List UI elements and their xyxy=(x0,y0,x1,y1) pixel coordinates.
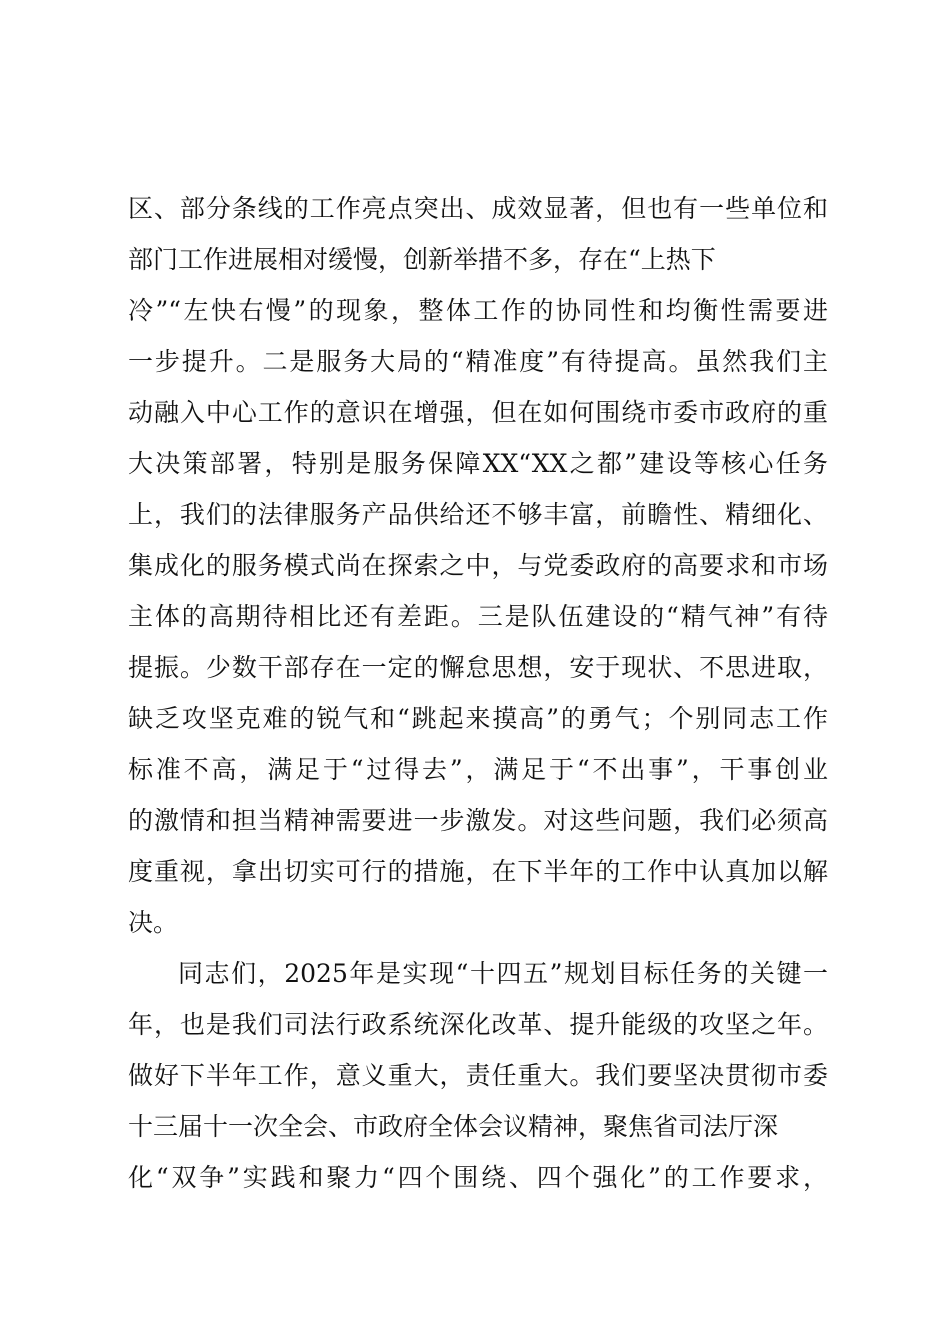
text-line: 决。 xyxy=(128,908,179,937)
text-line: 部门工作进展相对缓慢，创新举措不多，存在“上热下 xyxy=(128,245,716,274)
text-line: 提振。少数干部存在一定的懈怠思想，安于现状、不思进取， xyxy=(128,653,828,682)
text-line: 年，也是我们司法行政系统深化改革、提升能级的攻坚之年。 xyxy=(128,1010,828,1039)
text-line: 度重视，拿出切实可行的措施，在下半年的工作中认真加以解 xyxy=(128,857,828,886)
text-line: 的激情和担当精神需要进一步激发。对这些问题，我们必须高 xyxy=(128,806,828,835)
body-text xyxy=(128,183,828,1203)
text-line: 十三届十一次全会、市政府全体会议精神，聚焦省司法厅深 xyxy=(128,1112,779,1141)
text-line: 动融入中心工作的意识在增强，但在如何围绕市委市政府的重 xyxy=(128,398,828,427)
paragraph-first-line: 同志们，2025年是实现“十四五”规划目标任务的关键一 xyxy=(178,959,828,988)
text-line: 集成化的服务模式尚在探索之中，与党委政府的高要求和市场 xyxy=(128,551,828,580)
text-line: 大决策部署，特别是服务保障XX“XX之都”建设等核心任务 xyxy=(128,449,828,478)
text-line: 一步提升。二是服务大局的“精准度”有待提高。虽然我们主 xyxy=(128,347,828,376)
text-line: 化“双争”实践和聚力“四个围绕、四个强化”的工作要求， xyxy=(128,1163,828,1192)
text-line: 上，我们的法律服务产品供给还不够丰富，前瞻性、精细化、 xyxy=(128,500,828,529)
text-line: 区、部分条线的工作亮点突出、成效显著，但也有一些单位和 xyxy=(128,194,828,223)
text-line: 缺乏攻坚克难的锐气和“跳起来摸高”的勇气；个别同志工作 xyxy=(128,704,828,733)
text-line: 做好下半年工作，意义重大，责任重大。我们要坚决贯彻市委 xyxy=(128,1061,828,1090)
text-line: 标准不高，满足于“过得去”，满足于“不出事”，干事创业 xyxy=(128,755,828,784)
text-line: 主体的高期待相比还有差距。三是队伍建设的“精气神”有待 xyxy=(128,602,828,631)
text-line: 冷”“左快右慢”的现象，整体工作的协同性和均衡性需要进 xyxy=(128,296,828,325)
